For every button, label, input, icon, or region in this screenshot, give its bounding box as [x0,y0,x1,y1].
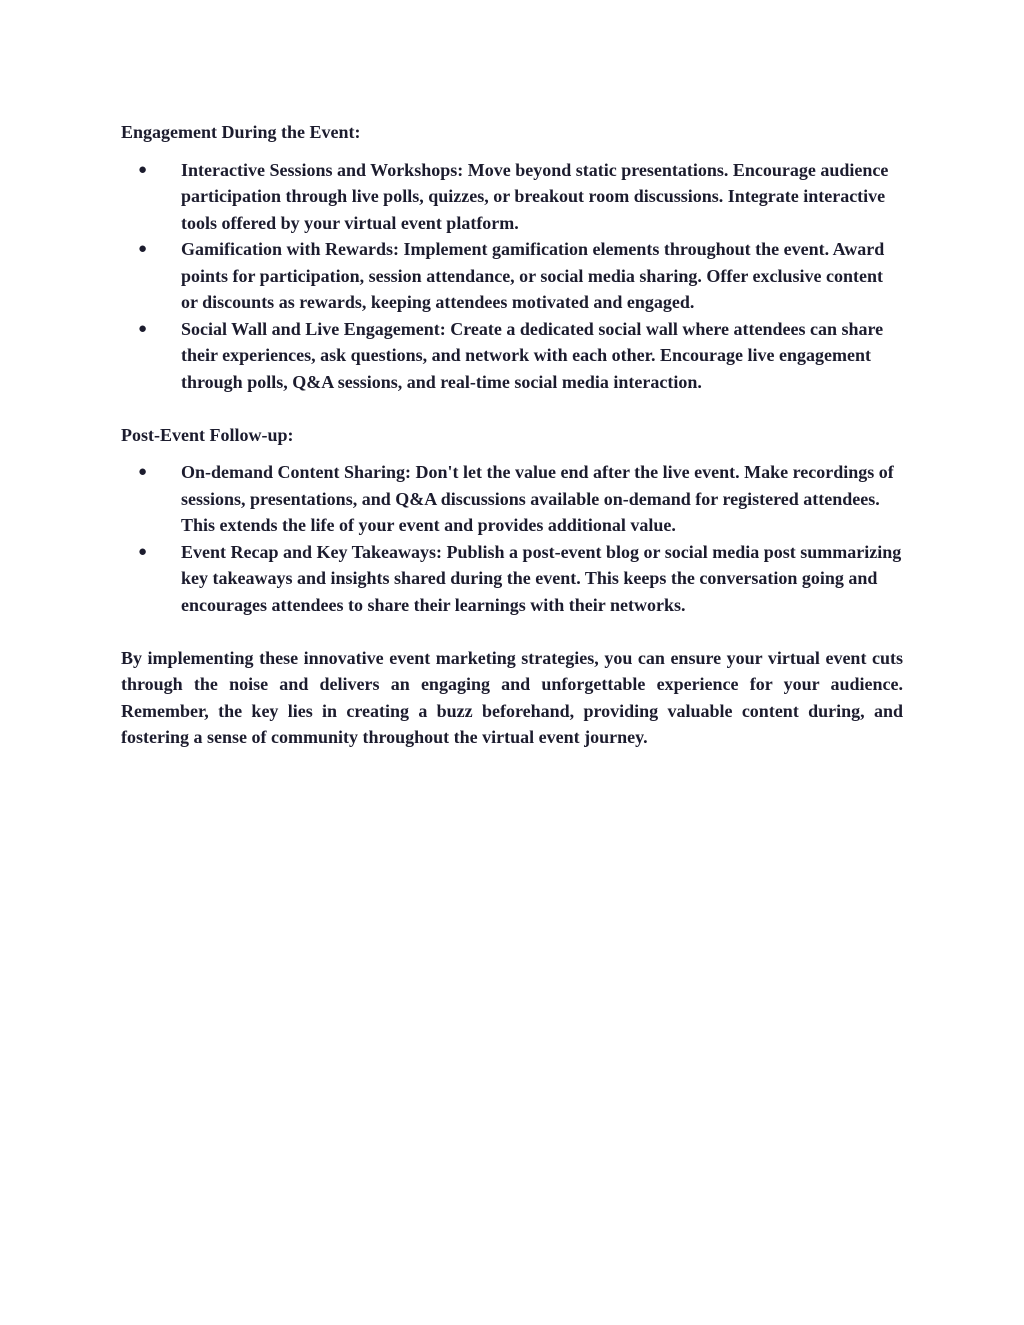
list-item [121,459,903,539]
list-item-text: On-demand Content Sharing: Don't let the value end after the live event. Make recordings of sessions, presentations, and Q&A discussions available on-demand for registered attendees. This extends the life of your event and provides additional value. [181,462,894,535]
post-event-list [121,459,903,618]
list-item-text: Interactive Sessions and Workshops: Move beyond static presentations. Encourage audience participation through live polls, quizzes, or breakout room discussions. Integrate interactive tools offered by your virtual event platform. [181,159,889,233]
list-item [121,236,903,316]
list-item [121,157,903,237]
document-page [121,119,903,751]
section-heading-post-event: Post-Event Follow-up: [121,424,294,445]
section-heading-engagement: Engagement During the Event: [121,122,361,142]
list-item [121,316,903,396]
list-item [121,539,903,619]
spacer [121,395,903,422]
bullet-icon: ● [138,543,148,560]
bullet-icon: ● [138,161,148,178]
bullet-icon: ● [138,241,148,257]
bullet-icon: ● [138,464,148,480]
list-item-text: Social Wall and Live Engagement: Create a dedicated social wall where attendees can share their experiences, ask questions, and network with each other. Encourage live engagement through polls, Q&A sessions, and real-time social media interaction. [181,318,884,392]
list-item-text: Event Recap and Key Takeaways: Publish a post-event blog or social media post summarizing key takeaways and insights shared during the event. This keeps the conversation going and encourages attendees to share their learnings with their networks. [181,541,902,615]
bullet-icon: ● [138,320,148,337]
closing-paragraph: By implementing these innovative event marketing strategies, you can ensure your virtual event cuts through the noise and delivers an engaging and unforgettable experience for your audience. Remember, the key lies in creating a buzz beforehand, providing valuable content during, and fostering a sense of community throughout the virtual event journey. [121,647,903,747]
engagement-list [121,157,903,396]
spacer [121,618,903,645]
list-item-text: Gamification with Rewards: Implement gamification elements throughout the event. Award points for participation, session attendance, or social media sharing. Offer exclusive content or discounts as rewards, keeping attendees motivated and engaged. [181,239,885,312]
